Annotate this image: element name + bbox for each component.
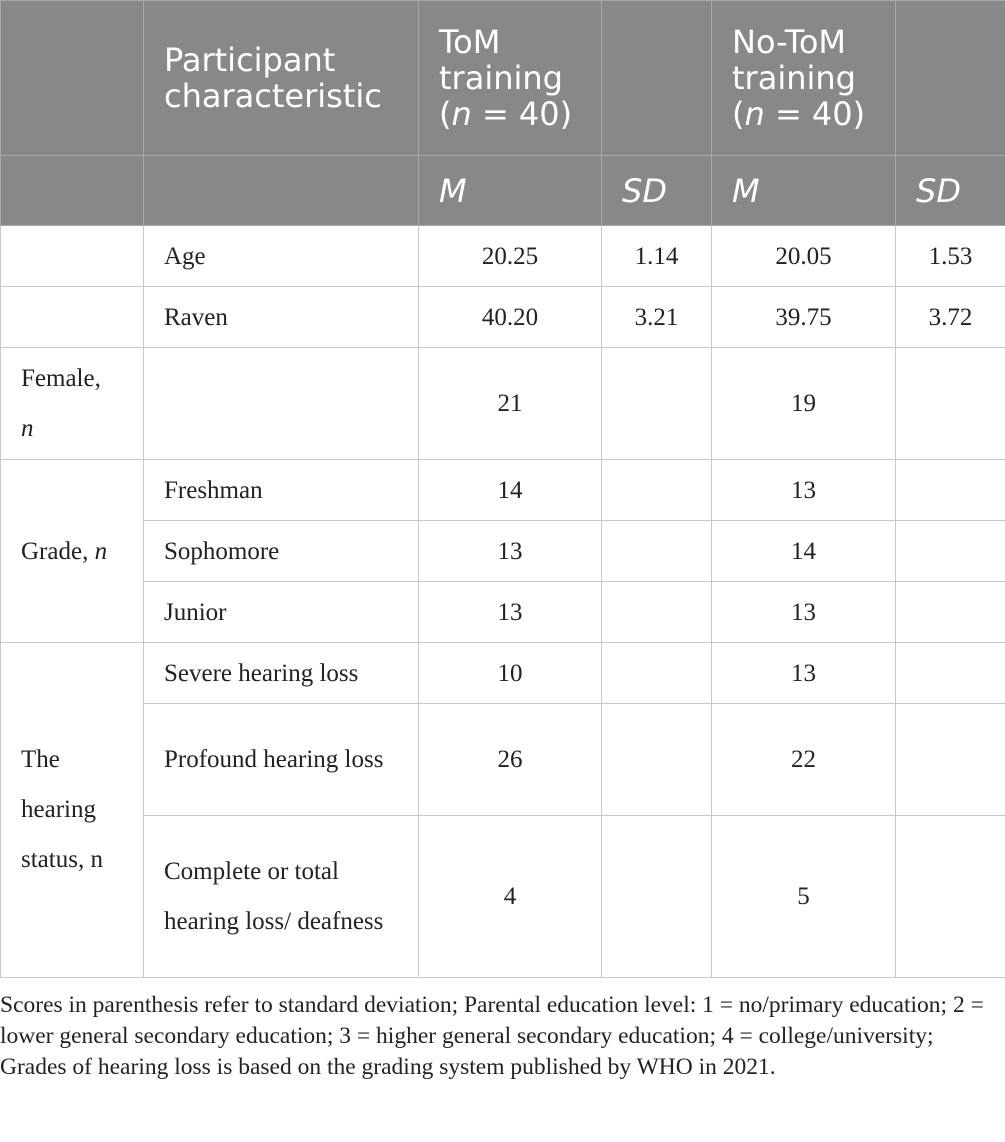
tom-sd-cell: 3.21 xyxy=(602,287,712,348)
tom-m-cell: 4 xyxy=(419,816,602,978)
header-row-1 xyxy=(1,1,1005,156)
header-notom-n-value: = 40) xyxy=(764,95,866,133)
header-notom-n-open: ( xyxy=(732,95,745,133)
notom-m-cell: 39.75 xyxy=(712,287,896,348)
notom-m-cell: 13 xyxy=(712,582,896,643)
item-cell: Age xyxy=(144,226,419,287)
group-cell xyxy=(1,348,144,460)
tom-sd-cell xyxy=(602,521,712,582)
notom-sd-cell: 1.53 xyxy=(896,226,1005,287)
group-label: Grade, xyxy=(21,537,95,565)
header-blank-cell xyxy=(144,156,419,226)
header-notom-sd: SD xyxy=(896,156,1005,226)
table-row xyxy=(1,287,1005,348)
notom-sd-cell xyxy=(896,521,1005,582)
notom-m-cell: 14 xyxy=(712,521,896,582)
header-notom-n-var: n xyxy=(744,95,765,133)
item-cell: Sophomore xyxy=(144,521,419,582)
notom-sd-cell xyxy=(896,582,1005,643)
tom-sd-cell xyxy=(602,643,712,704)
table-row xyxy=(1,460,1005,521)
header-blank-cell xyxy=(1,1,144,156)
header-tom-sd: SD xyxy=(602,156,712,226)
tom-m-cell: 13 xyxy=(419,521,602,582)
tom-sd-cell xyxy=(602,460,712,521)
notom-sd-cell xyxy=(896,816,1005,978)
table-row xyxy=(1,226,1005,287)
item-cell: Junior xyxy=(144,582,419,643)
notom-m-cell: 22 xyxy=(712,704,896,816)
table-row xyxy=(1,582,1005,643)
item-cell: Profound hearing loss xyxy=(144,704,419,816)
table-footnote: Scores in parenthesis refer to standard deviation; Parental education level: 1 = no/primary education; 2 = lower general secondary education; 3 = higher general secondary education; 4 = college/university; Grades of hearing loss is based on the grading system published by WHO in 2021. xyxy=(0,992,984,1080)
tom-m-cell: 26 xyxy=(419,704,602,816)
notom-sd-cell xyxy=(896,704,1005,816)
header-blank-cell xyxy=(602,1,712,156)
tom-m-cell: 14 xyxy=(419,460,602,521)
group-label: Female, xyxy=(21,364,101,392)
notom-m-cell: 13 xyxy=(712,643,896,704)
item-cell xyxy=(144,348,419,460)
tom-m-cell: 40.20 xyxy=(419,287,602,348)
header-row-2 xyxy=(1,156,1005,226)
table-row xyxy=(1,816,1005,978)
item-cell: Raven xyxy=(144,287,419,348)
header-tom-n-value: = 40) xyxy=(471,95,573,133)
tom-sd-cell: 1.14 xyxy=(602,226,712,287)
header-blank-cell xyxy=(1,156,144,226)
tom-sd-cell xyxy=(602,348,712,460)
header-blank-cell xyxy=(896,1,1005,156)
notom-sd-cell xyxy=(896,348,1005,460)
table-row xyxy=(1,348,1005,460)
notom-sd-cell xyxy=(896,460,1005,521)
header-tom-n-open: ( xyxy=(439,95,452,133)
tom-sd-cell xyxy=(602,816,712,978)
group-cell: The hearing status, n xyxy=(1,643,144,978)
table-row xyxy=(1,521,1005,582)
header-tom-label: ToM training xyxy=(439,23,563,97)
notom-m-cell: 19 xyxy=(712,348,896,460)
header-notom-training xyxy=(712,1,896,156)
table-row xyxy=(1,643,1005,704)
tom-sd-cell xyxy=(602,582,712,643)
header-tom-n-var: n xyxy=(451,95,472,133)
tom-m-cell: 21 xyxy=(419,348,602,460)
group-n: n xyxy=(94,537,108,565)
notom-m-cell: 20.05 xyxy=(712,226,896,287)
header-tom-m: M xyxy=(419,156,602,226)
notom-m-cell: 5 xyxy=(712,816,896,978)
group-cell xyxy=(1,287,144,348)
header-notom-label: No-ToM training xyxy=(732,23,856,97)
tom-m-cell: 13 xyxy=(419,582,602,643)
group-n: n xyxy=(21,414,34,442)
notom-sd-cell: 3.72 xyxy=(896,287,1005,348)
tom-m-cell: 10 xyxy=(419,643,602,704)
header-tom-training xyxy=(419,1,602,156)
notom-m-cell: 13 xyxy=(712,460,896,521)
group-cell xyxy=(1,226,144,287)
tom-sd-cell xyxy=(602,704,712,816)
item-cell: Complete or total hearing loss/ deafness xyxy=(144,816,419,978)
tom-m-cell: 20.25 xyxy=(419,226,602,287)
header-characteristic: Participant characteristic xyxy=(144,1,419,156)
header-notom-m: M xyxy=(712,156,896,226)
group-cell xyxy=(1,460,144,643)
table-row xyxy=(1,704,1005,816)
item-cell: Freshman xyxy=(144,460,419,521)
item-cell: Severe hearing loss xyxy=(144,643,419,704)
notom-sd-cell xyxy=(896,643,1005,704)
